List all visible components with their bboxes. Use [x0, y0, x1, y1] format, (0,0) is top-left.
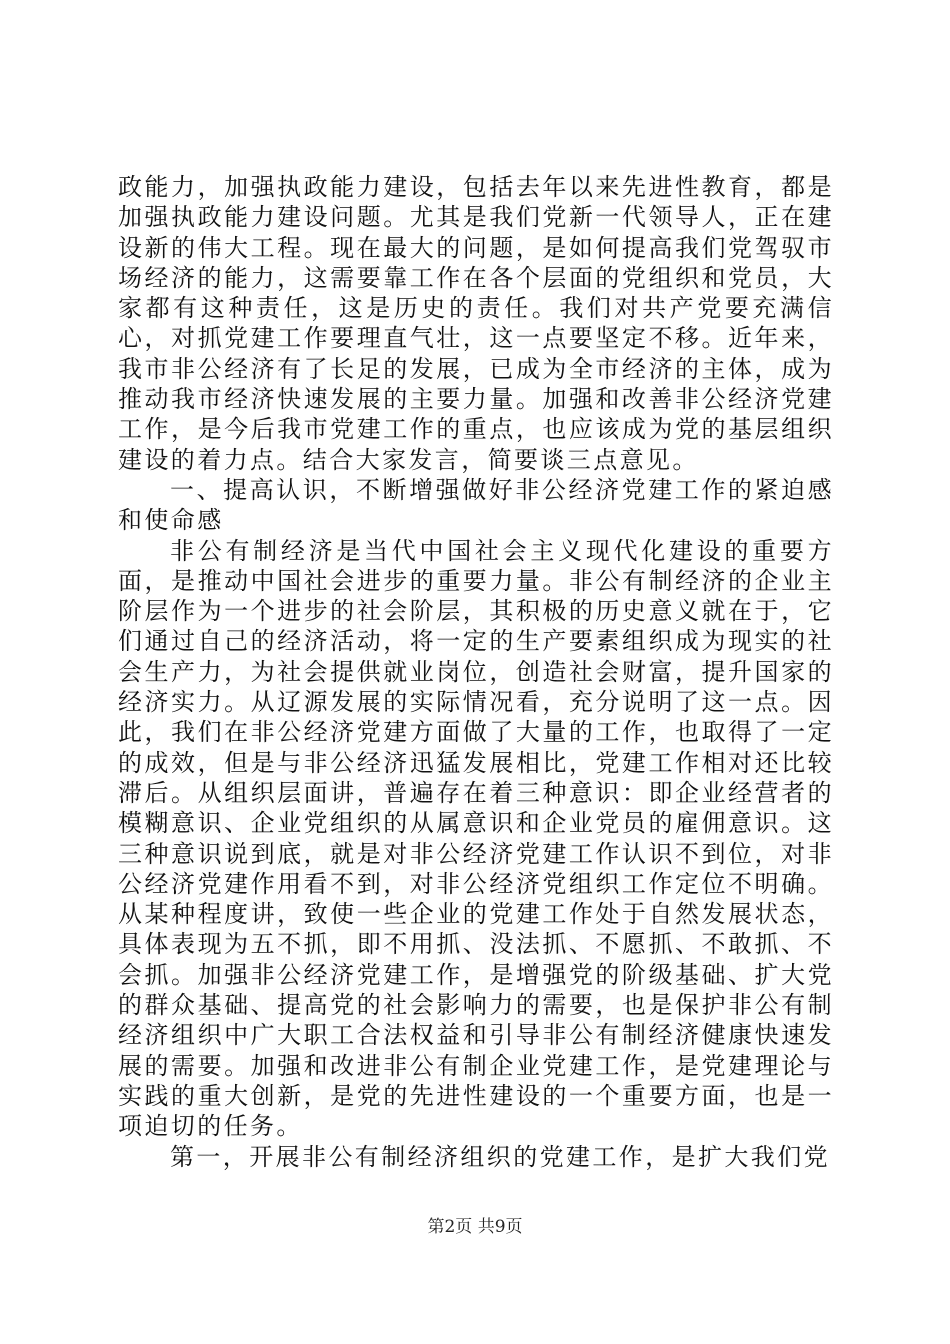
- body-text: [118, 172, 834, 1172]
- section-heading: 一、提高认识，不断增强做好非公经济党建工作的紧迫感和使命感: [118, 475, 834, 535]
- page-number: 第2页 共9页: [427, 1217, 523, 1237]
- paragraph-continued: 政能力，加强执政能力建设，包括去年以来先进性教育，都是加强执政能力建设问题。尤其是我们党新一代领导人，正在建设新的伟大工程。现在最大的问题，是如何提高我们党驾驭市场经济的能力，这需要靠工作在各个层面的党组织和党员，大家都有这种责任，这是历史的责任。我们对共产党要充满信心，对抓党建工作要理直气壮，这一点要坚定不移。近年来，我市非公经济有了长足的发展，已成为全市经济的主体，成为推动我市经济快速发展的主要力量。加强和改善非公经济党建工作，是今后我市党建工作的重点，也应该成为党的基层组织建设的着力点。结合大家发言，简要谈三点意见。: [118, 173, 834, 474]
- paragraph: 非公有制经济是当代中国社会主义现代化建设的重要方面，是推动中国社会进步的重要力量。非公有制经济的企业主阶层作为一个进步的社会阶层，其积极的历史意义就在于，它们通过自己的经济活动，将一定的生产要素组织成为现实的社会生产力，为社会提供就业岗位，创造社会财富，提升国家的经济实力。从辽源发展的实际情况看，充分说明了这一点。因此，我们在非公经济党建方面做了大量的工作，也取得了一定的成效，但是与非公经济迅猛发展相比，党建工作相对还比较滞后。从组织层面讲，普遍存在着三种意识：即企业经营者的模糊意识、企业党组织的从属意识和企业党员的雇佣意识。这三种意识说到底，就是对非公经济党建工作认识不到位，对非公经济党建作用看不到，对非公经济党组织工作定位不明确。从某种程度讲，致使一些企业的党建工作处于自然发展状态，具体表现为五不抓，即不用抓、没法抓、不愿抓、不敢抓、不会抓。加强非公经济党建工作，是增强党的阶级基础、扩大党的群众基础、提高党的社会影响力的需要，也是保护非公有制经济组织中广大职工合法权益和引导非公有制经济健康快速发展的需要。加强和改进非公有制企业党建工作，是党建理论与实践的重大创新，是党的先进性建设的一个重要方面，也是一项迫切的任务。: [118, 536, 834, 1141]
- paragraph: 第一，开展非公有制经济组织的党建工作，是扩大我们党: [170, 1142, 830, 1171]
